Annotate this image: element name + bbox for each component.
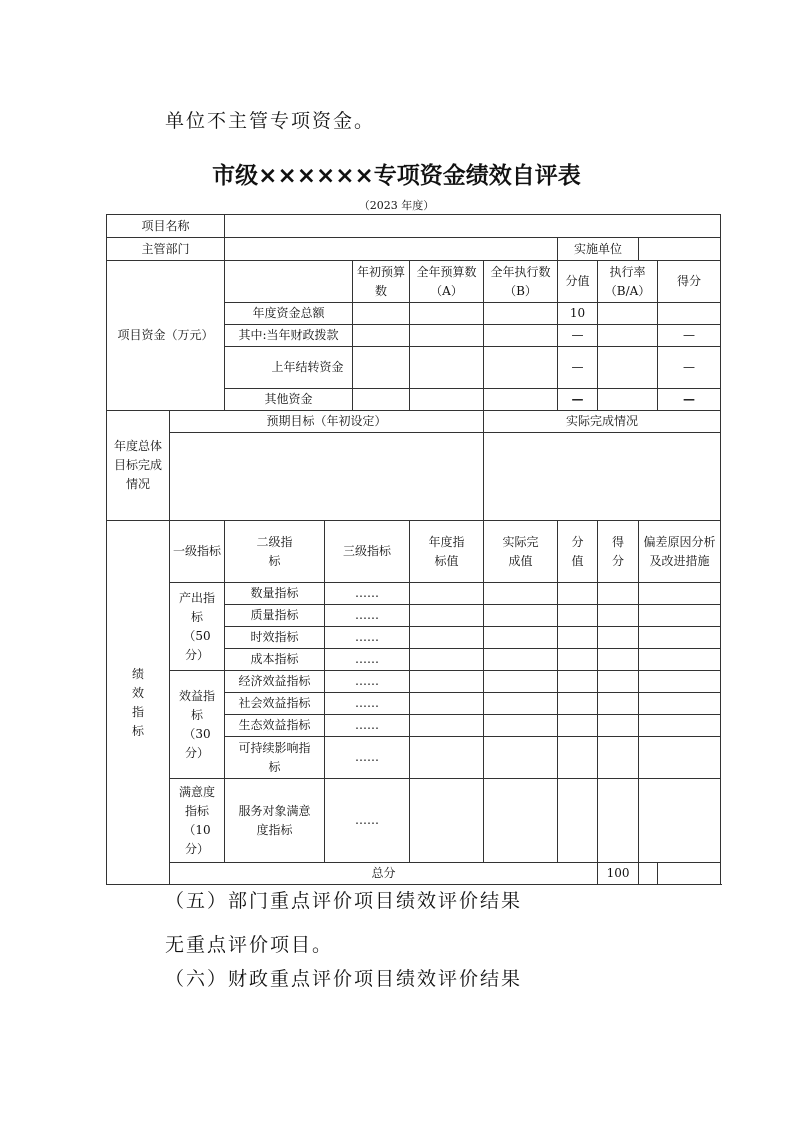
fiscal-score-dash: — xyxy=(558,325,598,347)
benefit-level3: …… xyxy=(325,693,410,715)
fiscal-score-dash-2: — xyxy=(658,325,721,347)
output-level3: …… xyxy=(325,605,410,627)
benefit-label: 效益指标（30分） xyxy=(170,671,225,779)
row-total-funds: 年度资金总额 xyxy=(225,303,353,325)
funds-label: 项目资金（万元） xyxy=(107,261,225,411)
benefit-item: 社会效益指标 xyxy=(225,693,325,715)
col-exec-rate: 执行率（B/A） xyxy=(598,261,658,303)
table-title: 市级××××××专项资金绩效自评表 xyxy=(212,163,581,189)
carryover-score-dash: — xyxy=(558,347,598,389)
project-name-label: 项目名称 xyxy=(107,215,225,238)
output-item: 质量指标 xyxy=(225,605,325,627)
benefit-level3: …… xyxy=(325,671,410,693)
h-level3: 三级指标 xyxy=(325,521,410,583)
section5-heading: （五）部门重点评价项目绩效评价结果 xyxy=(165,890,523,912)
section6-heading: （六）财政重点评价项目绩效评价结果 xyxy=(165,968,523,990)
h-level2: 二级指标 xyxy=(225,521,325,583)
total-label: 总分 xyxy=(170,863,598,885)
row-carryover: 上年结转资金 xyxy=(225,347,353,389)
goal-expected-value xyxy=(170,433,484,521)
benefit-level3: …… xyxy=(325,715,410,737)
project-name-value xyxy=(225,215,721,238)
col-full-exec: 全年执行数（B） xyxy=(484,261,558,303)
table-year: （2023 年度） xyxy=(358,199,435,212)
output-item: 时效指标 xyxy=(225,627,325,649)
output-item: 数量指标 xyxy=(225,583,325,605)
h-deviation: 偏差原因分析及改进措施 xyxy=(639,521,721,583)
col-score-val: 分值 xyxy=(558,261,598,303)
output-level3: …… xyxy=(325,583,410,605)
h-score: 得分 xyxy=(598,521,639,583)
funds-header-blank xyxy=(225,261,353,303)
dept-label: 主管部门 xyxy=(107,238,225,261)
goal-label: 年度总体目标完成情况 xyxy=(107,411,170,521)
impl-unit-value xyxy=(639,238,721,261)
satisfaction-item: 服务对象满意度指标 xyxy=(225,779,325,863)
benefit-level3: …… xyxy=(325,737,410,779)
perf-label: 绩效指标 xyxy=(107,521,170,885)
goal-actual-label: 实际完成情况 xyxy=(484,411,721,433)
satisfaction-level3: …… xyxy=(325,779,410,863)
goal-expected-label: 预期目标（年初设定） xyxy=(170,411,484,433)
h-score-val: 分值 xyxy=(558,521,598,583)
h-level1: 一级指标 xyxy=(170,521,225,583)
carryover-score-dash-2: — xyxy=(658,347,721,389)
output-label: 产出指标（50分） xyxy=(170,583,225,671)
row-fiscal: 其中:当年财政拨款 xyxy=(225,325,353,347)
benefit-item: 生态效益指标 xyxy=(225,715,325,737)
impl-unit-label: 实施单位 xyxy=(558,238,639,261)
goal-actual-value xyxy=(484,433,721,521)
benefit-item: 可持续影响指标 xyxy=(225,737,325,779)
other-score-dash: — xyxy=(558,389,598,411)
total-score: 100 xyxy=(598,863,639,885)
performance-table xyxy=(106,214,721,885)
col-initial-budget: 年初预算数 xyxy=(353,261,410,303)
row-other: 其他资金 xyxy=(225,389,353,411)
output-item: 成本指标 xyxy=(225,649,325,671)
dept-value xyxy=(225,238,558,261)
col-score: 得分 xyxy=(658,261,721,303)
col-full-budget: 全年预算数（A） xyxy=(410,261,484,303)
total-funds-score-val: 10 xyxy=(558,303,598,325)
other-score-dash-2: — xyxy=(658,389,721,411)
satisfaction-label: 满意度指标（10分） xyxy=(170,779,225,863)
benefit-item: 经济效益指标 xyxy=(225,671,325,693)
h-year-value: 年度指标值 xyxy=(410,521,484,583)
output-level3: …… xyxy=(325,627,410,649)
intro-line: 单位不主管专项资金。 xyxy=(165,110,376,132)
section5-text: 无重点评价项目。 xyxy=(165,934,334,956)
output-level3: …… xyxy=(325,649,410,671)
h-actual-value: 实际完成值 xyxy=(484,521,558,583)
